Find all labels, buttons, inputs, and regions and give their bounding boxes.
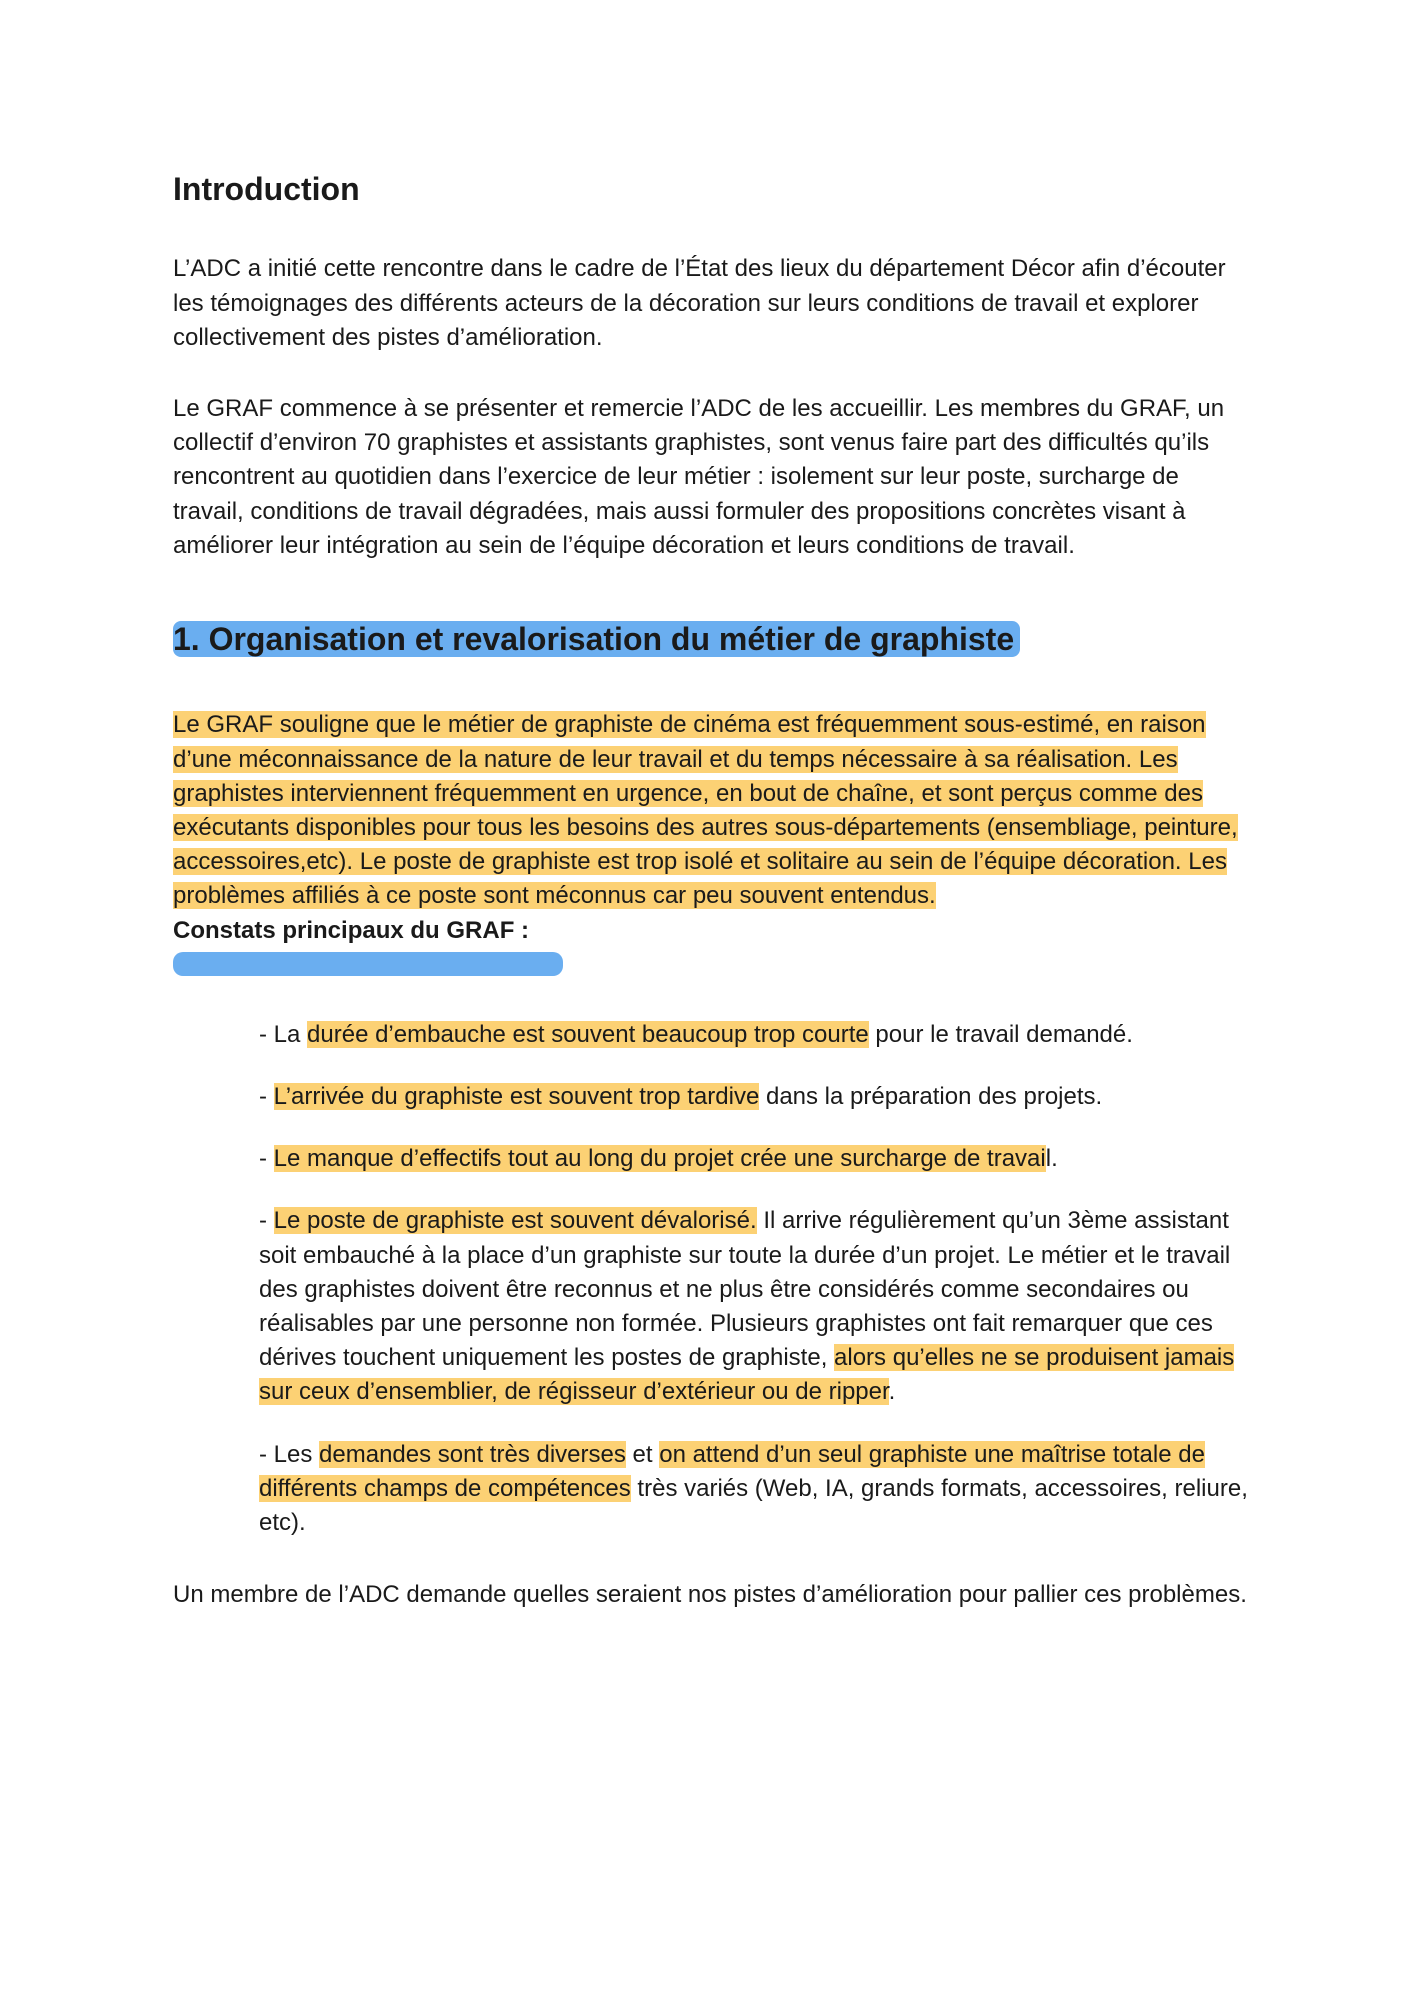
item-5-highlight: demandes sont très diverses [319,1440,626,1468]
intro-paragraph-2: Le GRAF commence à se présenter et remercie l’ADC de les accueillir. Les membres du GRAF, un collectif d’environ 70 graphistes et assistants graphistes, sont venus faire part des difficultés qu’ils rencontrent au quotidien dans l’exercice de leur métier : isolement sur leur poste, surcharge de travail, conditions de travail dégradées, mais aussi formuler des propositions concrètes visant à améliorer leur intégration au sein de l’équipe décoration et leurs conditions de travail. [173,395,1225,559]
item-5-pre: - Les [259,1440,320,1468]
list-item [259,1204,1253,1409]
list-item [259,1018,1253,1052]
closing-paragraph: Un membre de l’ADC demande quelles seraient nos pistes d’amélioration pour pallier ces problèmes. [173,1581,1247,1609]
section-1-paragraph-text: Le GRAF souligne que le métier de graphiste de cinéma est fréquemment sous-estimé, en raison d’une méconnaissance de la nature de leur travail et du temps nécessaire à sa réalisation. Les graphistes interviennent fréquemment en urgence, en bout de chaîne, et sont perçus comme des exécutants disponibles pour tous les besoins des autres sous-départements (ensembliage, peinture, accessoires,etc). Le poste de graphiste est trop isolé et solitaire au sein de l’équipe décoration. Les problèmes affiliés à ce poste sont méconnus car peu souvent entendus. [173,711,1238,910]
constats-list [259,1018,1253,1540]
item-4-highlight: Le poste de graphiste est souvent dévalorisé. [273,1207,757,1235]
item-4-post: . [888,1378,896,1406]
constats-heading: Constats principaux du GRAF : [173,916,530,944]
item-5-mid: et [625,1440,660,1468]
item-4-highlight-2: alors qu’elles ne se produisent jamais sur ceux d’ensemblier, de régisseur d’extérieur ou de ripper [259,1344,1235,1406]
item-3-highlight: Le manque d’effectifs tout au long du projet crée une surcharge de travai [273,1145,1046,1173]
intro-heading: Introduction [173,171,360,207]
item-3-post: l. [1045,1145,1058,1173]
item-1-post: pour le travail demandé. [868,1020,1133,1048]
item-3-pre: - [259,1145,274,1173]
item-1-highlight: durée d’embauche est souvent beaucoup trop courte [307,1020,869,1048]
document-page [173,170,1253,1613]
blue-highlight-bar [173,952,563,976]
item-4-pre: - [259,1207,274,1235]
section-1-heading-text: 1. Organisation et revalorisation du métier de graphiste [173,621,1020,657]
item-5-post: très variés (Web, IA, grands formats, accessoires, reliure, etc). [259,1474,1248,1537]
item-1-pre: - La [259,1020,308,1048]
item-2-pre: - [259,1083,274,1111]
section-1-paragraph [173,708,1253,913]
intro-paragraph-1: L’ADC a initié cette rencontre dans le cadre de l’État des lieux du département Décor afin d’écouter les témoignages des différents acteurs de la décoration sur leurs conditions de travail et explorer collectivement des pistes d’amélioration. [173,255,1226,351]
list-item [259,1080,1253,1114]
item-2-post: dans la préparation des projets. [759,1083,1103,1111]
list-item [259,1142,1253,1176]
item-2-highlight: L’arrivée du graphiste est souvent trop tardive [273,1083,760,1111]
item-5-highlight-2: on attend d’un seul graphiste une maîtrise totale de différents champs de compétences [259,1440,1205,1502]
section-1-heading [173,620,1253,658]
list-item [259,1438,1253,1541]
item-4-mid: Il arrive régulièrement qu’un 3ème assistant soit embauché à la place d’un graphiste sur toute la durée d’un projet. Le métier et le travail des graphistes doivent être reconnus et ne plus être considérés comme secondaires ou réalisables par une personne non formée. Plusieurs graphistes ont fait remarquer que ces dérives touchent uniquement les postes de graphiste, [259,1207,1231,1372]
